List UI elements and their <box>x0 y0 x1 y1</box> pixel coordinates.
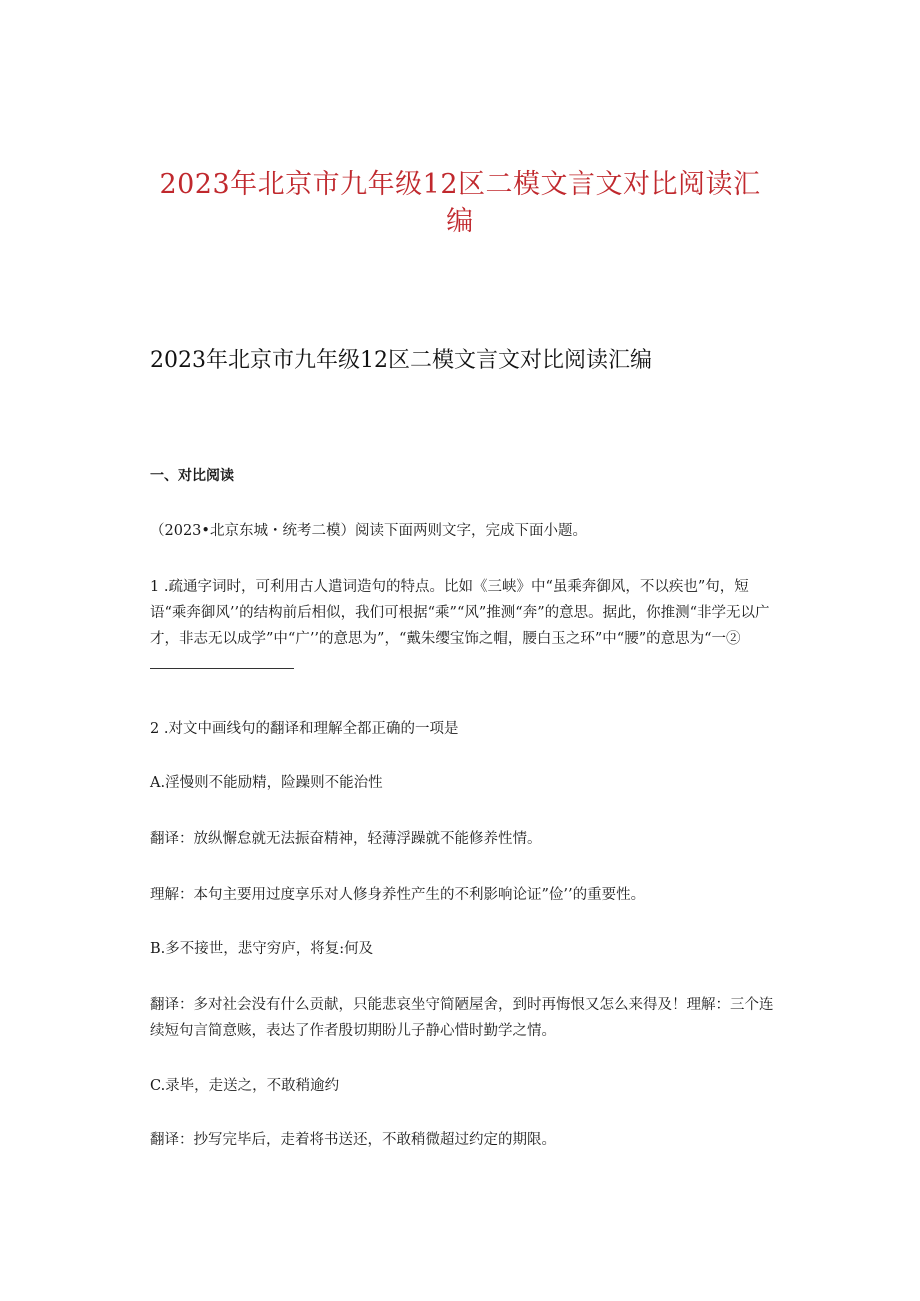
question-2: 2 .对文中画线句的翻译和理解全都正确的一项是 <box>150 721 459 737</box>
document-title: 2023年北京市九年级12区二模文言文对比阅读汇编 <box>150 348 652 373</box>
option-b-sentence: B.多不接世，悲守穷庐，将复:何及 <box>150 941 374 957</box>
section-heading: 一、对比阅读 <box>150 468 234 484</box>
option-a-understanding: 理解：本句主要用过度享乐对人修身养性产生的不利影响论证”俭’’的重要性。 <box>150 887 646 903</box>
source-line: （2023•北京东城・统考二模）阅读下面两则文字，完成下面小题。 <box>150 523 587 539</box>
answer-blank <box>150 654 294 669</box>
question-1 <box>150 574 782 678</box>
option-a-sentence: A.淫慢则不能励精，险躁则不能治性 <box>150 775 383 791</box>
option-c-translation: 翻译：抄写完毕后，走着将书送还，不敢稍微超过约定的期限。 <box>150 1132 556 1148</box>
red-title-line1: 2023年北京市九年级12区二模文言文对比阅读汇 <box>159 169 761 200</box>
option-a-translation: 翻译：放纵懈怠就无法振奋精神，轻薄浮躁就不能修养性情。 <box>150 831 542 847</box>
option-c-sentence: C.录毕，走送之，不敢稍逾约 <box>150 1078 340 1094</box>
question-1-text: 1 .疏通字词时，可利用古人遣词造句的特点。比如《三峡》中“虽乘奔御风，不以疾也”句，短语“乘奔御风’’的结构前后相似，我们可根据“乘”“风”推测“奔”的意思。据此，你推测“非学无以广才，非志无以成学”中“广’’的意思为”，“戴朱缨宝饰之帽，腰白玉之环”中“腰”的意思为“一② <box>150 579 770 647</box>
red-title-line2: 编 <box>446 206 474 237</box>
red-title <box>150 166 770 240</box>
option-b-translation: 翻译：多对社会没有什么贡献，只能悲哀坐守简陋屋舍，到时再悔恨又怎么来得及！理解：三个连续短句言简意赅，表达了作者殷切期盼儿子静心惜时勤学之情。 <box>150 997 774 1039</box>
